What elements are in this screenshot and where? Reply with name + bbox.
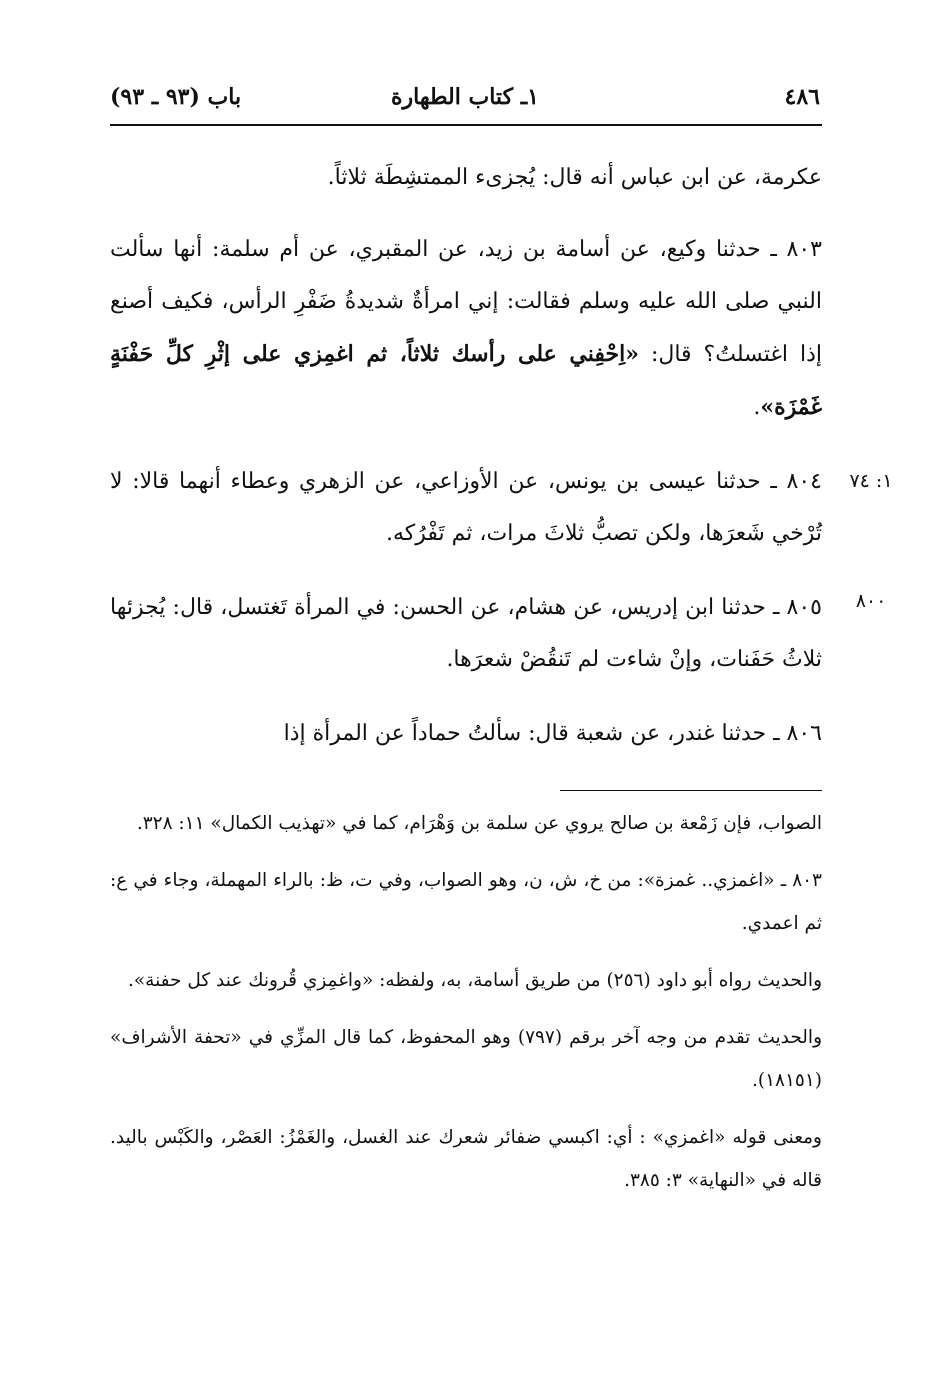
hadith-803-quote: «اِحْفِني على رأسك ثلاثاً، ثم اغمِزي على إثْرِ كلِّ حَفْنَةٍ غَمْزَة» (110, 341, 822, 420)
footnotes (110, 802, 822, 1216)
footnote-4: والحديث تقدم من وجه آخر برقم (٧٩٧) وهو المحفوظ، كما قال المزِّي في «تحفة الأشراف» (١٨١٥١). (110, 1027, 822, 1091)
book-title: ١ـ كتاب الطهارة (391, 84, 539, 110)
footnote-1: الصواب، فإن زَمْعة بن صالح يروي عن سلمة بن وَهْرَام، كما في «تهذيب الكمال» ١١: ٣٢٨. (136, 813, 822, 834)
hadith-803-text: ٨٠٣ ـ حدثنا وكيع، عن أسامة بن زيد، عن المقبري، عن أم سلمة: أنها سألت النبي صلى الله عليه وسلم فقالت: إني امرأةٌ شديدةُ ضَفْرِ الرأس، فكيف أصنع إذا اغتسلتُ؟ قال: (110, 237, 822, 367)
paragraph-continuation: عكرمة، عن ابن عباس أنه قال: يُجزىء الممتشِطَة ثلاثاً. (327, 165, 822, 190)
header-rule (110, 124, 822, 126)
hadith-803-end: . (753, 395, 761, 420)
chapter-title: باب (٩٣ ـ ٩٣) (110, 84, 242, 110)
hadith-804: ٨٠٤ ـ حدثنا عيسى بن يونس، عن الأوزاعي، عن الزهري وعطاء أنهما قالا: لا تُرْخي شَعرَها، ولكن تصبُّ ثلاثَ مرات، ثم تَفْرُكه. (110, 469, 822, 546)
hadith-806: ٨٠٦ ـ حدثنا غندر، عن شعبة قال: سألتُ حماداً عن المرأة إذا (283, 721, 822, 746)
hadith-803 (110, 224, 822, 434)
main-text (110, 152, 822, 782)
margin-reference-1: ١: ٧٤ (849, 470, 893, 492)
hadith-805: ٨٠٥ ـ حدثنا ابن إدريس، عن هشام، عن الحسن: في المرأة تَغتسل، قال: يُجزئها ثلاثُ حَفَنات، وإنْ شاءت لم تَنقُضْ شعرَها. (110, 595, 822, 672)
page-number: ٤٨٦ (784, 84, 820, 110)
footnote-rule (560, 790, 822, 791)
footnote-3: والحديث رواه أبو داود (٢٥٦) من طريق أسامة، به، ولفظه: «واغمِزي قُرونك عند كل حفنة». (127, 970, 822, 991)
margin-reference-2: ٨٠٠ (855, 590, 887, 612)
footnote-5: ومعنى قوله «اغمزي» : أي: اكبسي ضفائر شعرك عند الغسل، والغَمْزُ: العَصْر، والكَبْس باليد. قاله في «النهاية» ٣: ٣٨٥. (110, 1127, 822, 1191)
page-header (110, 84, 820, 120)
footnote-2: ٨٠٣ ـ «اغمزي.. غمزة»: من خ، ش، ن، وهو الصواب، وفي ت، ظ: بالراء المهملة، وجاء في ع: ثم اعمدي. (110, 870, 822, 934)
